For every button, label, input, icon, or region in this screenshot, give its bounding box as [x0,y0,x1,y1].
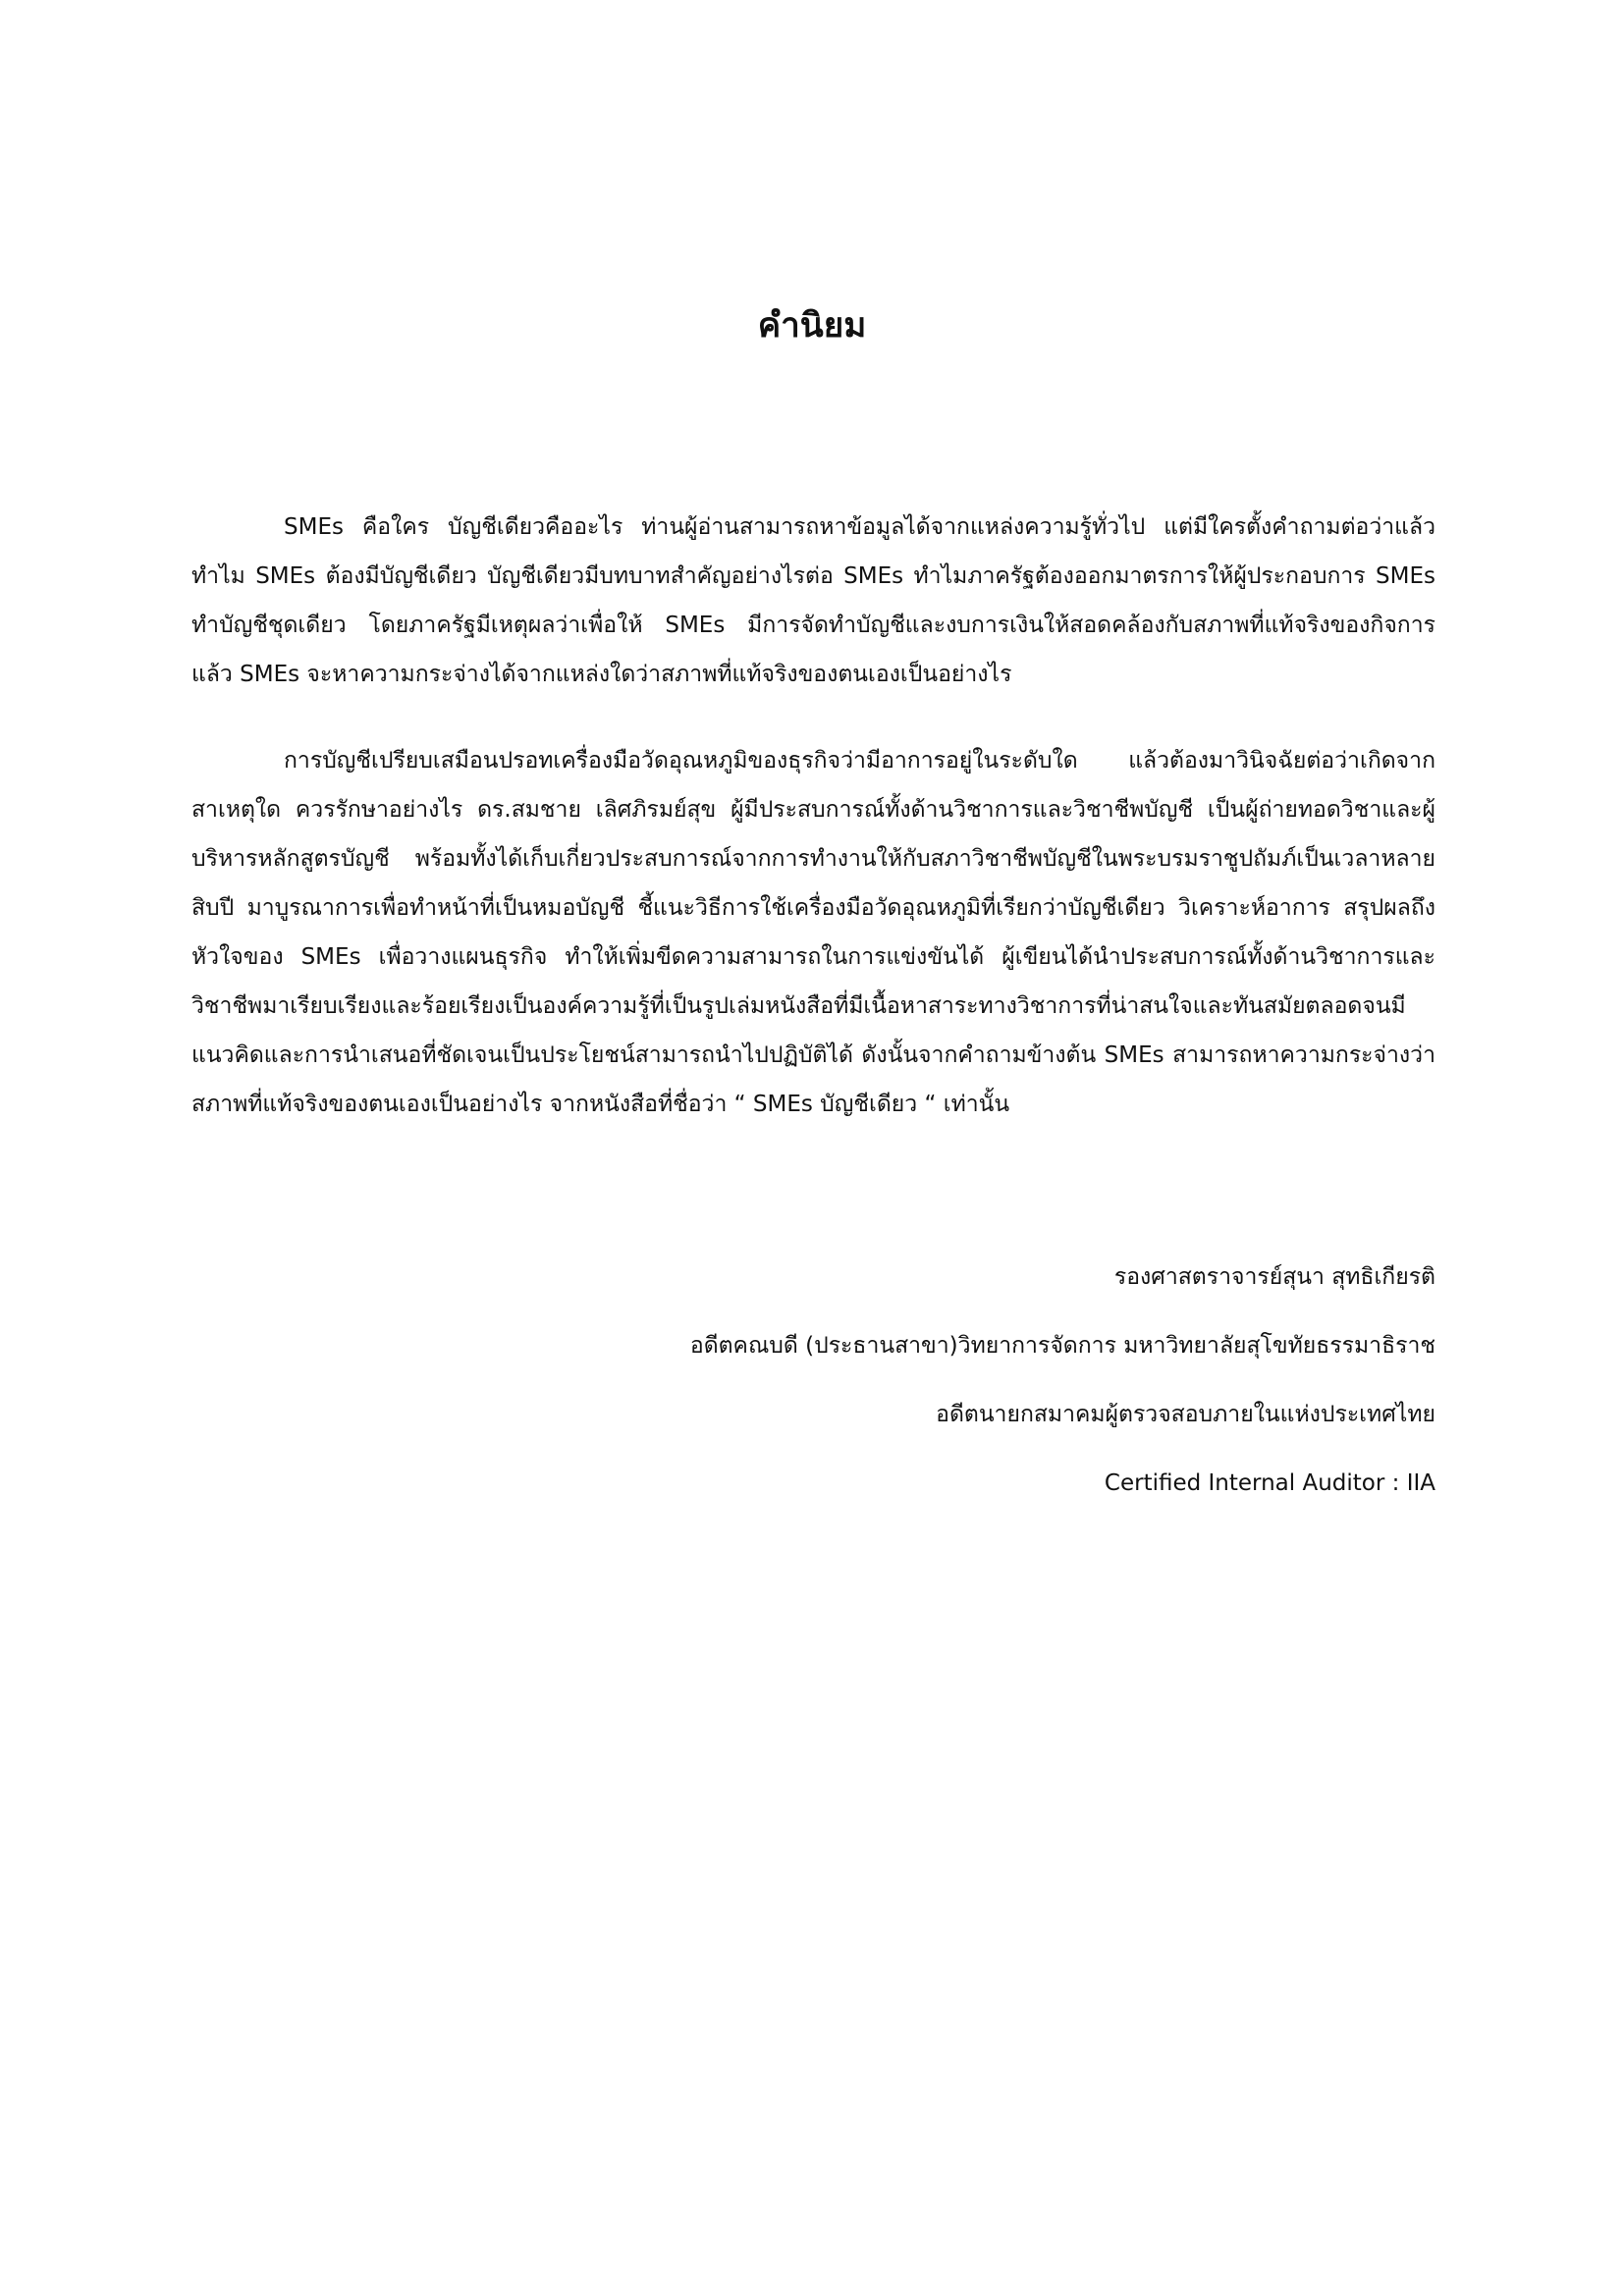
signer-name: รองศาสตราจารย์สุนา สุทธิเกียรติ [1113,1264,1435,1290]
signature-block [589,1252,1435,1526]
page-title: คำนิยม [757,306,867,346]
signer-position-2: อดีตนายกสมาคมผู้ตรวจสอบภายในแห่งประเทศไทย [936,1402,1435,1427]
signer-position-1: อดีตคณบดี (ประธานสาขา)วิทยาการจัดการ มหาวิทยาลัยสุโขทัยธรรมาธิราช [689,1333,1435,1359]
paragraph-1: SMEs คือใคร บัญชีเดียวคืออะไร ท่านผู้อ่านสามารถหาข้อมูลได้จากแหล่งความรู้ทั่วไป แต่มีใครตั้งคำถามต่อว่าแล้วทำไม SMEs ต้องมีบัญชีเดียว บัญชีเดียวมีบทบาทสำคัญอย่างไรต่อ SMEs ทำไมภาครัฐต้องออกมาตรการให้ผู้ประกอบการ SMEs ทำบัญชีชุดเดียว โดยภาครัฐมีเหตุผลว่าเพื่อให้ SMEs มีการจัดทำบัญชีและงบการเงินให้สอดคล้องกับสภาพที่แท้จริงของกิจการ แล้ว SMEs จะหาความกระจ่างได้จากแหล่งใดว่าสภาพที่แท้จริงของตนเองเป็นอย่างไร [191,514,1435,687]
foreword-body [191,503,1435,1166]
paragraph-2: การบัญชีเปรียบเสมือนปรอทเครื่องมือวัดอุณหภูมิของธุรกิจว่ามีอาการอยู่ในระดับใด แล้วต้องมาวินิจฉัยต่อว่าเกิดจากสาเหตุใด ควรรักษาอย่างไร ดร.สมชาย เลิศภิรมย์สุข ผู้มีประสบการณ์ทั้งด้านวิชาการและวิชาชีพบัญชี เป็นผู้ถ่ายทอดวิชาและผู้บริหารหลักสูตรบัญชี พร้อมทั้งได้เก็บเกี่ยวประสบการณ์จากการทำงานให้กับสภาวิชาชีพบัญชีในพระบรมราชูปถัมภ์เป็นเวลาหลายสิบปี มาบูรณาการเพื่อทำหน้าที่เป็นหมอบัญชี ชี้แนะวิธีการใช้เครื่องมือวัดอุณหภูมิที่เรียกว่าบัญชีเดียว วิเคราะห์อาการ สรุปผลถึงหัวใจของ SMEs เพื่อวางแผนธุรกิจ ทำให้เพิ่มขีดความสามารถในการแข่งขันได้ ผู้เขียนได้นำประสบการณ์ทั้งด้านวิชาการและวิชาชีพมาเรียบเรียงและร้อยเรียงเป็นองค์ความรู้ที่เป็นรูปเล่มหนังสือที่มีเนื้อหาสาระทางวิชาการที่น่าสนใจและทันสมัยตลอดจนมีแนวคิดและการนำเสนอที่ชัดเจนเป็นประโยชน์สามารถนำไปปฏิบัติได้ ดังนั้นจากคำถามข้างต้น SMEs สามารถหาความกระจ่างว่าสภาพที่แท้จริงของตนเองเป็นอย่างไร จากหนังสือที่ชื่อว่า “ SMEs บัญชีเดียว “ เท่านั้น [191,748,1435,1117]
signer-credential: Certified Internal Auditor : IIA [1104,1470,1435,1496]
